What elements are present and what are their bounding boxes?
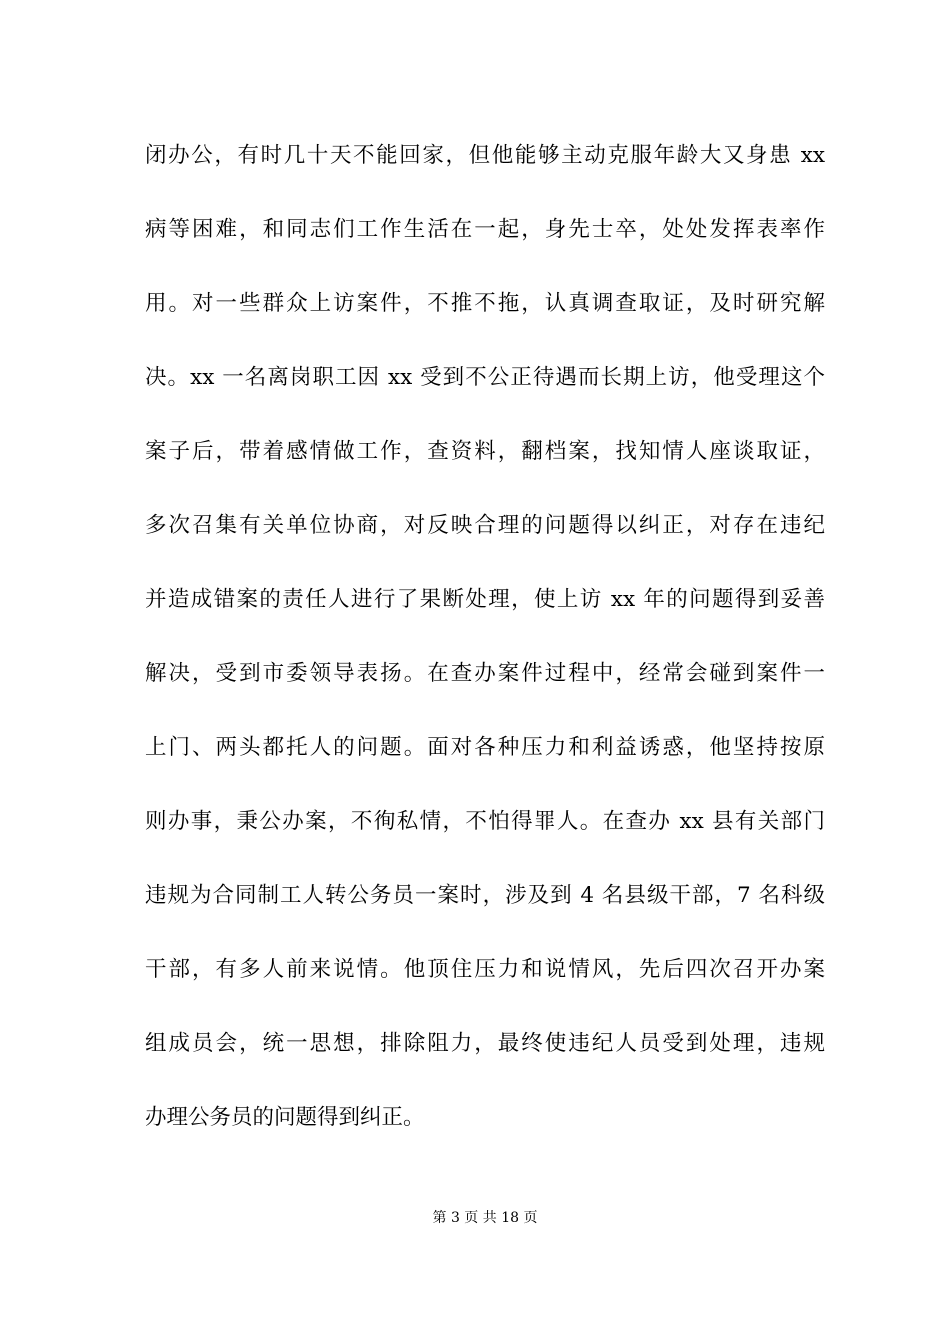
text-line: 多次召集有关单位协商，对反映合理的问题得以纠正，对存在违纪 [145, 513, 825, 538]
text-line: 闭办公，有时几十天不能回家，但他能够主动克服年龄大又身患 xx [145, 143, 825, 168]
text-line: 上门、两头都托人的问题。面对各种压力和利益诱惑，他坚持按原 [145, 735, 825, 760]
text-line: 用。对一些群众上访案件，不推不拖，认真调查取证，及时研究解 [145, 291, 825, 316]
text-line: 则办事，秉公办案，不徇私情，不怕得罪人。在查办 xx 县有关部门 [145, 809, 825, 834]
text-line: 办理公务员的问题得到纠正。 [145, 1105, 425, 1130]
body-paragraph [145, 138, 825, 1174]
text-line: 案子后，带着感情做工作，查资料，翻档案，找知情人座谈取证， [145, 439, 825, 464]
text-line: 病等困难，和同志们工作生活在一起，身先士卒，处处发挥表率作 [145, 217, 825, 242]
text-line: 解决，受到市委领导表扬。在查办案件过程中，经常会碰到案件一 [145, 661, 825, 686]
page-number: 第 3 页 共 18 页 [432, 1210, 538, 1226]
text-line: 并造成错案的责任人进行了果断处理，使上访 xx 年的问题得到妥善 [145, 587, 825, 612]
text-line: 决。xx 一名离岗职工因 xx 受到不公正待遇而长期上访，他受理这个 [145, 365, 825, 390]
text-line: 干部，有多人前来说情。他顶住压力和说情风，先后四次召开办案 [145, 957, 825, 982]
text-line: 违规为合同制工人转公务员一案时，涉及到 4 名县级干部，7 名科级 [145, 883, 825, 908]
text-line: 组成员会，统一思想，排除阻力，最终使违纪人员受到处理，违规 [145, 1031, 825, 1056]
